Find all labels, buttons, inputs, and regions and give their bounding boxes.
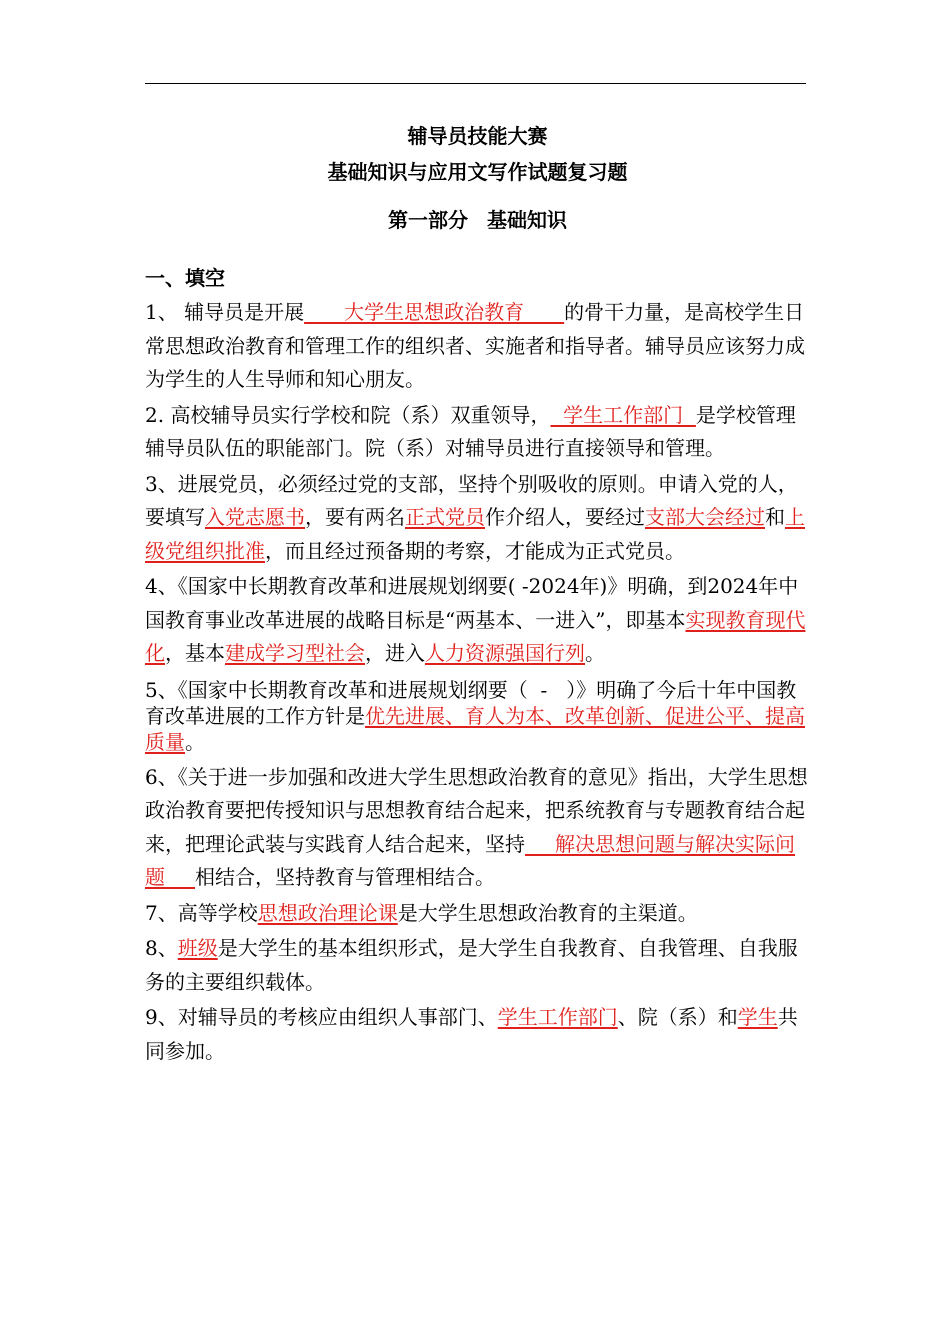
- question-9: [145, 1001, 810, 1068]
- part-title: 第一部分 基础知识: [388, 208, 567, 232]
- q3-answer-4: 上级党组织批准: [145, 505, 805, 563]
- q7-text-a: 7、高等学校: [145, 900, 258, 925]
- question-8: [145, 932, 810, 999]
- question-6: [145, 761, 810, 895]
- question-2: [145, 399, 810, 466]
- q9-text-c: 共同参加。: [145, 1005, 798, 1063]
- q3-answer-3: 支部大会经过: [645, 505, 765, 529]
- question-1: [145, 296, 810, 397]
- q7-answer: 思想政治理论课: [257, 900, 398, 925]
- doc-title: 辅导员技能大赛: [407, 124, 548, 148]
- q8-text-a: 8、: [145, 936, 178, 960]
- q5-text-a: 5、《国家中长期教育改革和进展规划纲要（ - ）》明确了今后十年中国教育改革进展的工作方针是: [145, 677, 797, 728]
- q3-text-a: 3、进展党员，必须经过党的支部，坚持个别吸收的原则。申请入党的人，要填写: [145, 471, 798, 529]
- q9-text-a: 9、对辅导员的考核应由组织人事部门、: [145, 1005, 498, 1029]
- q4-text-a: 4、《国家中长期教育改革和进展规划纲要( -2024年)》明确，到2024年中国教育事业改革进展的战略目标是“两基本、一进入”，即基本: [145, 574, 799, 632]
- question-7: [145, 897, 810, 931]
- q3-text-e: ，而且经过预备期的考察，才能成为正式党员。: [265, 538, 685, 563]
- document-body: [145, 110, 810, 1068]
- q3-text-c: 作介绍人，要经过: [485, 505, 645, 529]
- q4-text-b: ，基本: [165, 641, 225, 665]
- q7-text-b: 是大学生思想政治教育的主渠道。: [397, 900, 698, 925]
- q1-text-post: 的骨干力量，是高校学生日常思想政治教育和管理工作的组织者、实施者和指导者。辅导员应该努力成为学生的人生导师和知心朋友。: [145, 300, 805, 391]
- q4-answer-2: 建成学习型社会: [225, 641, 365, 665]
- question-3: [145, 468, 810, 569]
- q1-text-pre: 1、 辅导员是开展: [145, 300, 305, 324]
- section-title: 一、填空: [145, 266, 225, 290]
- q1-answer: ____大学生思想政治教育____: [304, 300, 565, 324]
- q5-answer: 优先进展、育人为本、改革创新、促进公平、提高质量: [145, 703, 805, 754]
- doc-subtitle: 基础知识与应用文写作试题复习题: [327, 160, 628, 184]
- q4-answer-1: 实现教育现代化: [145, 607, 806, 665]
- q2-text-pre: 2. 高校辅导员实行学校和院（系）双重领导，: [145, 402, 551, 427]
- q9-answer-1: 学生工作部门: [497, 1005, 618, 1029]
- q4-text-c: ，进入: [365, 641, 425, 665]
- q6-text-b: 相结合，坚持教育与管理相结合。: [195, 865, 495, 889]
- q6-text-a: 6、《关于进一步加强和改进大学生思想政治教育的意见》指出，大学生思想政治教育要把传授知识与思想教育结合起来，把系统教育与专题教育结合起来，把理论武装与实践育人结合起来，坚持: [145, 764, 808, 856]
- q2-answer: 学生工作部门: [550, 402, 696, 427]
- q4-answer-3: 人力资源强国行列: [425, 641, 585, 665]
- q4-text-d: 。: [585, 641, 605, 665]
- q6-answer: ___解决思想问题与解决实际问题___: [145, 831, 795, 889]
- q8-answer: 班级: [177, 936, 218, 960]
- q3-answer-2: 正式党员: [405, 505, 485, 529]
- q2-text-post: 是学校管理辅导员队伍的职能部门。院（系）对辅导员进行直接领导和管理。: [145, 402, 796, 460]
- q9-text-b: 、院（系）和: [617, 1005, 738, 1029]
- q9-answer-2: 学生: [737, 1005, 778, 1029]
- question-5: [145, 673, 810, 759]
- q3-answer-1: 入党志愿书: [205, 505, 305, 529]
- q5-text-b: 。: [185, 729, 205, 754]
- header-rule: [145, 83, 806, 84]
- q8-text-b: 是大学生的基本组织形式，是大学生自我教育、自我管理、自我服务的主要组织载体。: [145, 936, 798, 994]
- q3-text-d: 和: [765, 505, 785, 529]
- question-4: [145, 570, 810, 671]
- q3-text-b: ，要有两名: [305, 505, 405, 529]
